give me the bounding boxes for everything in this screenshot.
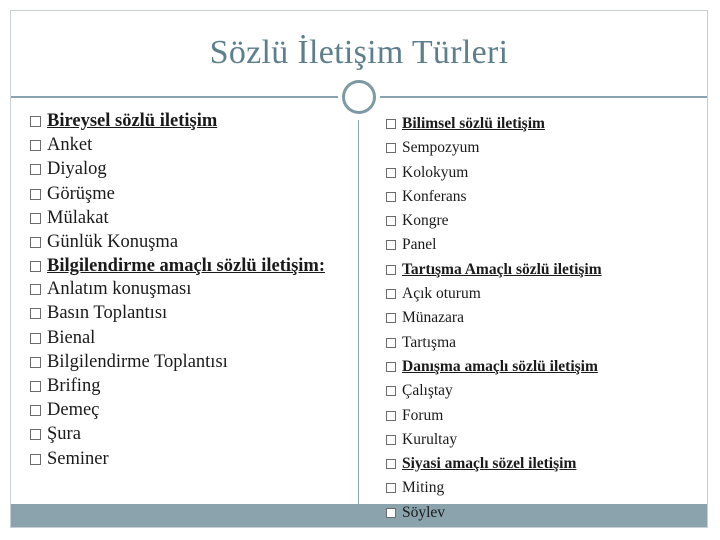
section-heading (30, 109, 350, 133)
section-heading-label: Bireysel sözlü iletişim (47, 111, 218, 131)
list-item-label: Açık oturum (402, 285, 481, 303)
square-bullet-icon (386, 168, 396, 178)
list-item (386, 404, 696, 428)
list-item (386, 476, 696, 500)
list-item (386, 209, 696, 233)
list-item-label: Basın Toplantısı (47, 303, 168, 324)
section-heading (386, 112, 696, 136)
list-item-label: Tartışma (402, 333, 457, 351)
list-item-label: Mülakat (47, 207, 109, 228)
list-item (30, 447, 350, 471)
square-bullet-icon (30, 261, 41, 272)
list-item (386, 233, 696, 257)
square-bullet-icon (386, 435, 396, 445)
square-bullet-icon (386, 216, 396, 226)
square-bullet-icon (386, 459, 396, 469)
right-column (386, 112, 696, 525)
list-item-label: Anlatım konuşması (47, 279, 192, 300)
square-bullet-icon (30, 116, 41, 127)
square-bullet-icon (386, 338, 396, 348)
list-item-label: Görüşme (47, 183, 115, 204)
square-bullet-icon (386, 119, 396, 129)
section-heading-label: Tartışma Amaçlı sözlü iletişim (402, 260, 602, 278)
list-item (386, 185, 696, 209)
square-bullet-icon (30, 381, 41, 392)
list-item (386, 282, 696, 306)
list-item (30, 277, 350, 301)
square-bullet-icon (30, 140, 41, 151)
list-item-label: Konferans (402, 187, 467, 205)
square-bullet-icon (386, 192, 396, 202)
section-heading-label: Bilgilendirme amaçlı sözlü iletişim: (47, 256, 325, 277)
square-bullet-icon (386, 240, 396, 250)
square-bullet-icon (386, 289, 396, 299)
list-item (30, 230, 350, 254)
square-bullet-icon (30, 405, 41, 416)
list-item-label: Kongre (402, 212, 449, 230)
list-item (386, 306, 696, 330)
left-column (30, 109, 350, 471)
square-bullet-icon (386, 143, 396, 153)
section-heading-label: Siyasi amaçlı sözel iletişim (402, 455, 577, 473)
list-item-label: Miting (402, 479, 445, 497)
list-item (30, 182, 350, 206)
square-bullet-icon (386, 508, 396, 518)
list-item-label: Sempozyum (402, 139, 480, 157)
list-item (386, 379, 696, 403)
list-item-label: Bienal (47, 327, 96, 348)
list-item-label: Şura (47, 424, 81, 445)
list-item (386, 161, 696, 185)
list-item (30, 422, 350, 446)
list-item-label: Anket (47, 135, 93, 156)
square-bullet-icon (386, 362, 396, 372)
square-bullet-icon (30, 333, 41, 344)
square-bullet-icon (386, 483, 396, 493)
list-item (386, 501, 696, 525)
list-item-label: Münazara (402, 309, 464, 327)
list-item (386, 136, 696, 160)
column-divider (358, 120, 359, 504)
square-bullet-icon (30, 189, 41, 200)
square-bullet-icon (386, 386, 396, 396)
section-heading (386, 258, 696, 282)
list-item (30, 157, 350, 181)
list-item (30, 133, 350, 157)
list-item (30, 301, 350, 325)
section-heading-label: Bilimsel sözlü iletişim (402, 115, 545, 132)
square-bullet-icon (386, 313, 396, 323)
list-item (30, 350, 350, 374)
list-item (386, 428, 696, 452)
square-bullet-icon (30, 237, 41, 248)
square-bullet-icon (30, 454, 41, 465)
list-item-label: Kurultay (402, 430, 458, 448)
list-item-label: Demeç (47, 400, 100, 421)
list-item (30, 206, 350, 230)
square-bullet-icon (30, 164, 41, 175)
list-item-label: Kolokyum (402, 163, 469, 181)
section-heading (386, 355, 696, 379)
square-bullet-icon (30, 284, 41, 295)
list-item (30, 398, 350, 422)
list-item-label: Günlük Konuşma (47, 232, 179, 253)
list-item (30, 374, 350, 398)
list-item-label: Panel (402, 236, 437, 254)
list-item-label: Diyalog (47, 159, 107, 180)
section-heading (386, 452, 696, 476)
square-bullet-icon (386, 411, 396, 421)
slide-title: Sözlü İletişim Türleri (209, 34, 509, 71)
list-item-label: Çalıştay (402, 382, 453, 400)
square-bullet-icon (30, 429, 41, 440)
square-bullet-icon (30, 213, 41, 224)
list-item-label: Söylev (402, 503, 446, 521)
list-item-label: Seminer (47, 448, 109, 469)
list-item-label: Forum (402, 406, 444, 424)
square-bullet-icon (30, 308, 41, 319)
list-item (386, 331, 696, 355)
section-heading-label: Danışma amaçlı sözlü iletişim (402, 357, 598, 375)
list-item-label: Bilgilendirme Toplantısı (47, 351, 228, 372)
list-item (30, 326, 350, 350)
square-bullet-icon (30, 357, 41, 368)
square-bullet-icon (386, 265, 396, 275)
list-item-label: Brifing (47, 376, 101, 397)
